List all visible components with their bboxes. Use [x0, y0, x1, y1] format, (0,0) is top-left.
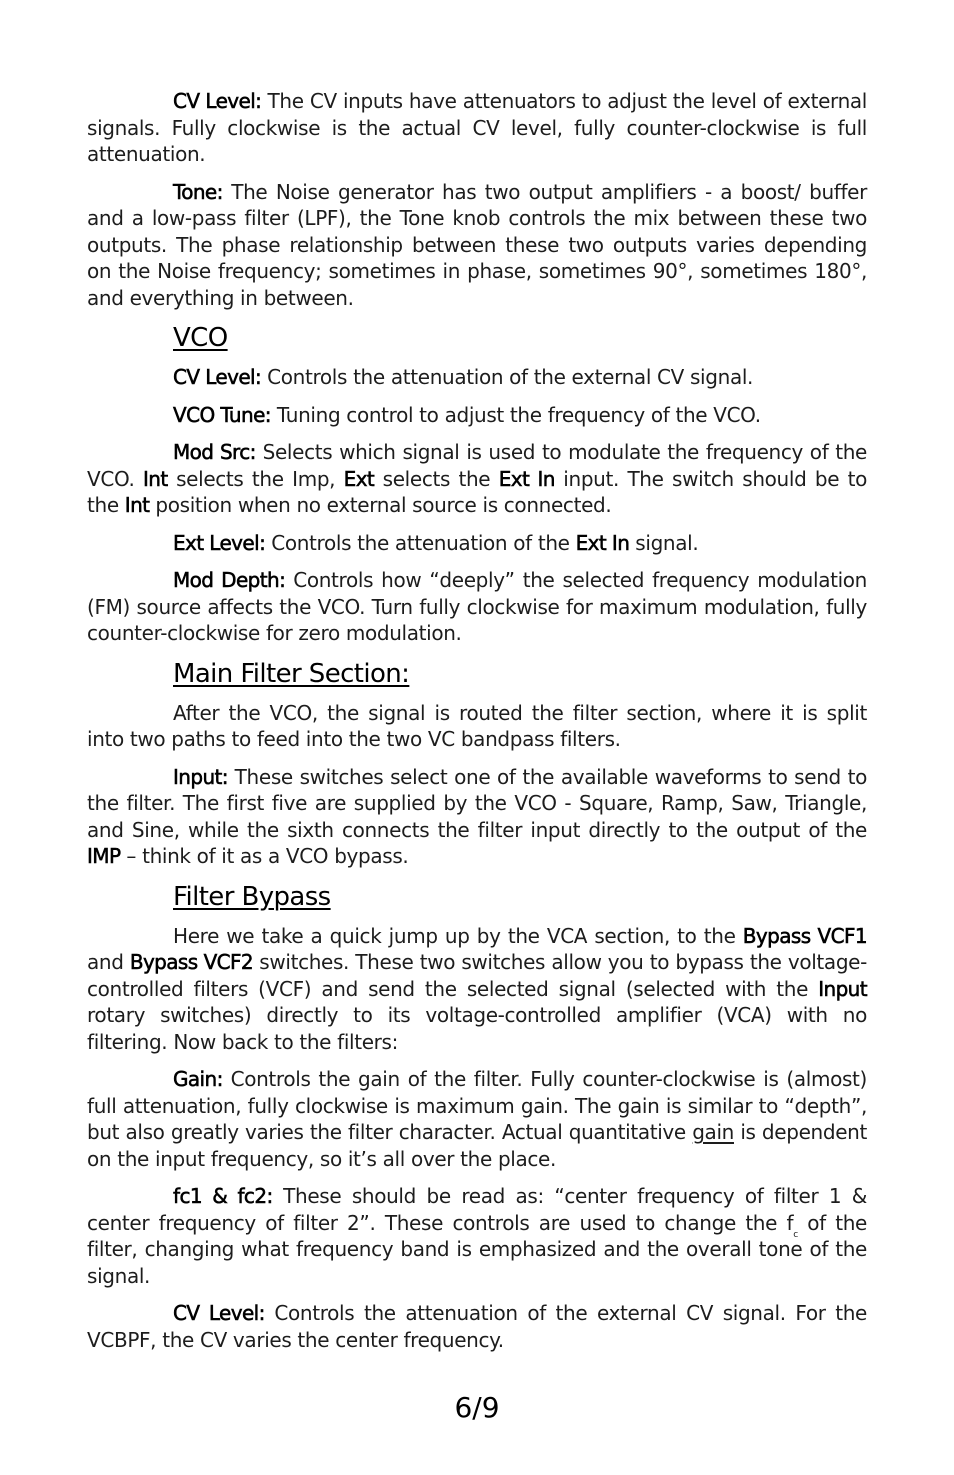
paragraph-text: Tuning control to adjust the frequency of the VCO.: [270, 402, 761, 427]
paragraph-text: is dependent on the input frequency, so it’s all over the place.: [87, 1120, 867, 1171]
paragraph-text: rotary switches) directly to its voltage-controlled amplifier (VCA) with no filtering. Now back to the filters:: [87, 1003, 867, 1054]
term-cv-level: CV Level:: [173, 89, 262, 113]
heading-filter-bypass: Filter Bypass: [173, 881, 331, 912]
paragraph-text: switches. These two switches allow you to bypass the voltage-controlled filters (VCF) and send the selected signal (selected with the: [87, 950, 867, 1001]
paragraph-text: The Noise generator has two output amplifiers - a boost/ buffer and a low-pass filter (LPF), the Tone knob controls the mix between these two outputs. The phase relationship between these two outputs varies depending on the Noise frequency; sometimes in phase, sometimes 90°, sometimes 180°, and everything in between.: [87, 179, 867, 310]
term-ext-in: Ext In: [575, 530, 630, 555]
paragraph-text: Controls the attenuation of the external CV signal. For the VCBPF, the CV varies the center frequency.: [87, 1301, 868, 1352]
paragraph-vco-tune: [87, 402, 867, 429]
paragraph-text: These should be read as: “center frequency of filter 1 & center frequency of filter 2”. These controls are used to change the f: [87, 1184, 867, 1235]
paragraph-input: [87, 764, 867, 870]
term-input: Input: [818, 976, 867, 1001]
term-ext-in: Ext In: [498, 466, 555, 491]
paragraph-text: – think of it as a VCO bypass.: [120, 844, 409, 868]
paragraph-text: position when no external source is connected.: [149, 493, 612, 517]
paragraph-text: Here we take a quick jump up by the VCA section, to the: [173, 923, 743, 948]
term-cv-level: CV Level:: [173, 1301, 265, 1325]
paragraph-text: Selects which signal is used to modulate the frequency of the VCO.: [87, 440, 867, 491]
term-ext-level: Ext Level:: [173, 530, 266, 555]
term-gain: Gain:: [173, 1067, 223, 1091]
paragraph-fc1-fc2: [87, 1183, 867, 1289]
term-int: Int: [143, 466, 168, 491]
term-input: Input:: [173, 764, 228, 789]
term-int: Int: [124, 493, 150, 517]
subscript-c: c: [793, 1229, 798, 1240]
paragraph-ext-level: [87, 530, 867, 557]
paragraph-mod-depth: [87, 567, 867, 647]
term-imp: IMP: [87, 844, 121, 868]
manual-page-body: [87, 88, 867, 1364]
paragraph-text: signal.: [629, 530, 699, 555]
term-fc1-fc2: fc1 & fc2:: [173, 1184, 273, 1208]
paragraph-vco-cv-level: [87, 364, 867, 391]
paragraph-text: input. The switch should be to the: [87, 466, 868, 517]
paragraph-text: Controls how “deeply” the selected frequency modulation (FM) source affects the VCO. Turn fully clockwise for maximum modulation, fully counter-clockwise for zero modulation.: [87, 568, 868, 645]
paragraph-tone: [87, 179, 867, 312]
term-bypass-vcf1: Bypass VCF1: [742, 923, 867, 948]
paragraph-text: These switches select one of the available waveforms to send to the filter. The first five are supplied by the VCO - Square, Ramp, Saw, Triangle, and Sine, while the sixth connects the filter input directly to the output of the: [87, 764, 867, 842]
paragraph-gain: [87, 1066, 867, 1172]
paragraph-text: Controls the gain of the filter. Fully counter-clockwise is (almost) full attenuation, fully clockwise is maximum gain. The gain is similar to “depth”, but also greatly varies the filter character. Actual quantitative: [87, 1067, 867, 1144]
term-ext: Ext: [343, 466, 375, 491]
heading-vco: VCO: [173, 323, 228, 353]
paragraph-text: selects the Imp,: [167, 466, 344, 491]
paragraph-text: Controls the attenuation of the external CV signal.: [261, 365, 754, 389]
term-tone: Tone:: [173, 179, 223, 204]
term-mod-depth: Mod Depth:: [173, 568, 286, 592]
term-bypass-vcf2: Bypass VCF2: [129, 950, 254, 974]
paragraph-text: selects the: [374, 466, 499, 491]
paragraph-main-filter-intro: After the VCO, the signal is routed the filter section, where it is split into two paths to feed into the two VC bandpass filters.: [87, 700, 867, 751]
term-mod-src: Mod Src:: [173, 440, 256, 464]
paragraph-mod-src: [87, 439, 867, 519]
page-number: 6/9: [454, 1391, 500, 1424]
paragraph-text: Controls the attenuation of the: [265, 530, 576, 555]
paragraph-text: of the filter, changing what frequency band is emphasized and the overall tone of the signal.: [87, 1210, 867, 1288]
term-cv-level: CV Level:: [173, 365, 262, 389]
heading-main-filter-section: Main Filter Section:: [173, 658, 410, 689]
term-vco-tune: VCO Tune:: [173, 402, 271, 427]
paragraph-cv-level-noise: [87, 88, 867, 168]
paragraph-vcbpf-cv-level: [87, 1300, 867, 1353]
paragraph-filter-bypass: [87, 923, 867, 1056]
paragraph-text: and: [87, 950, 130, 974]
paragraph-text: The CV inputs have attenuators to adjust the level of external signals. Fully clockwise is the actual CV level, fully counter-clockwise is full attenuation.: [87, 89, 868, 166]
underlined-gain: gain: [692, 1120, 734, 1144]
